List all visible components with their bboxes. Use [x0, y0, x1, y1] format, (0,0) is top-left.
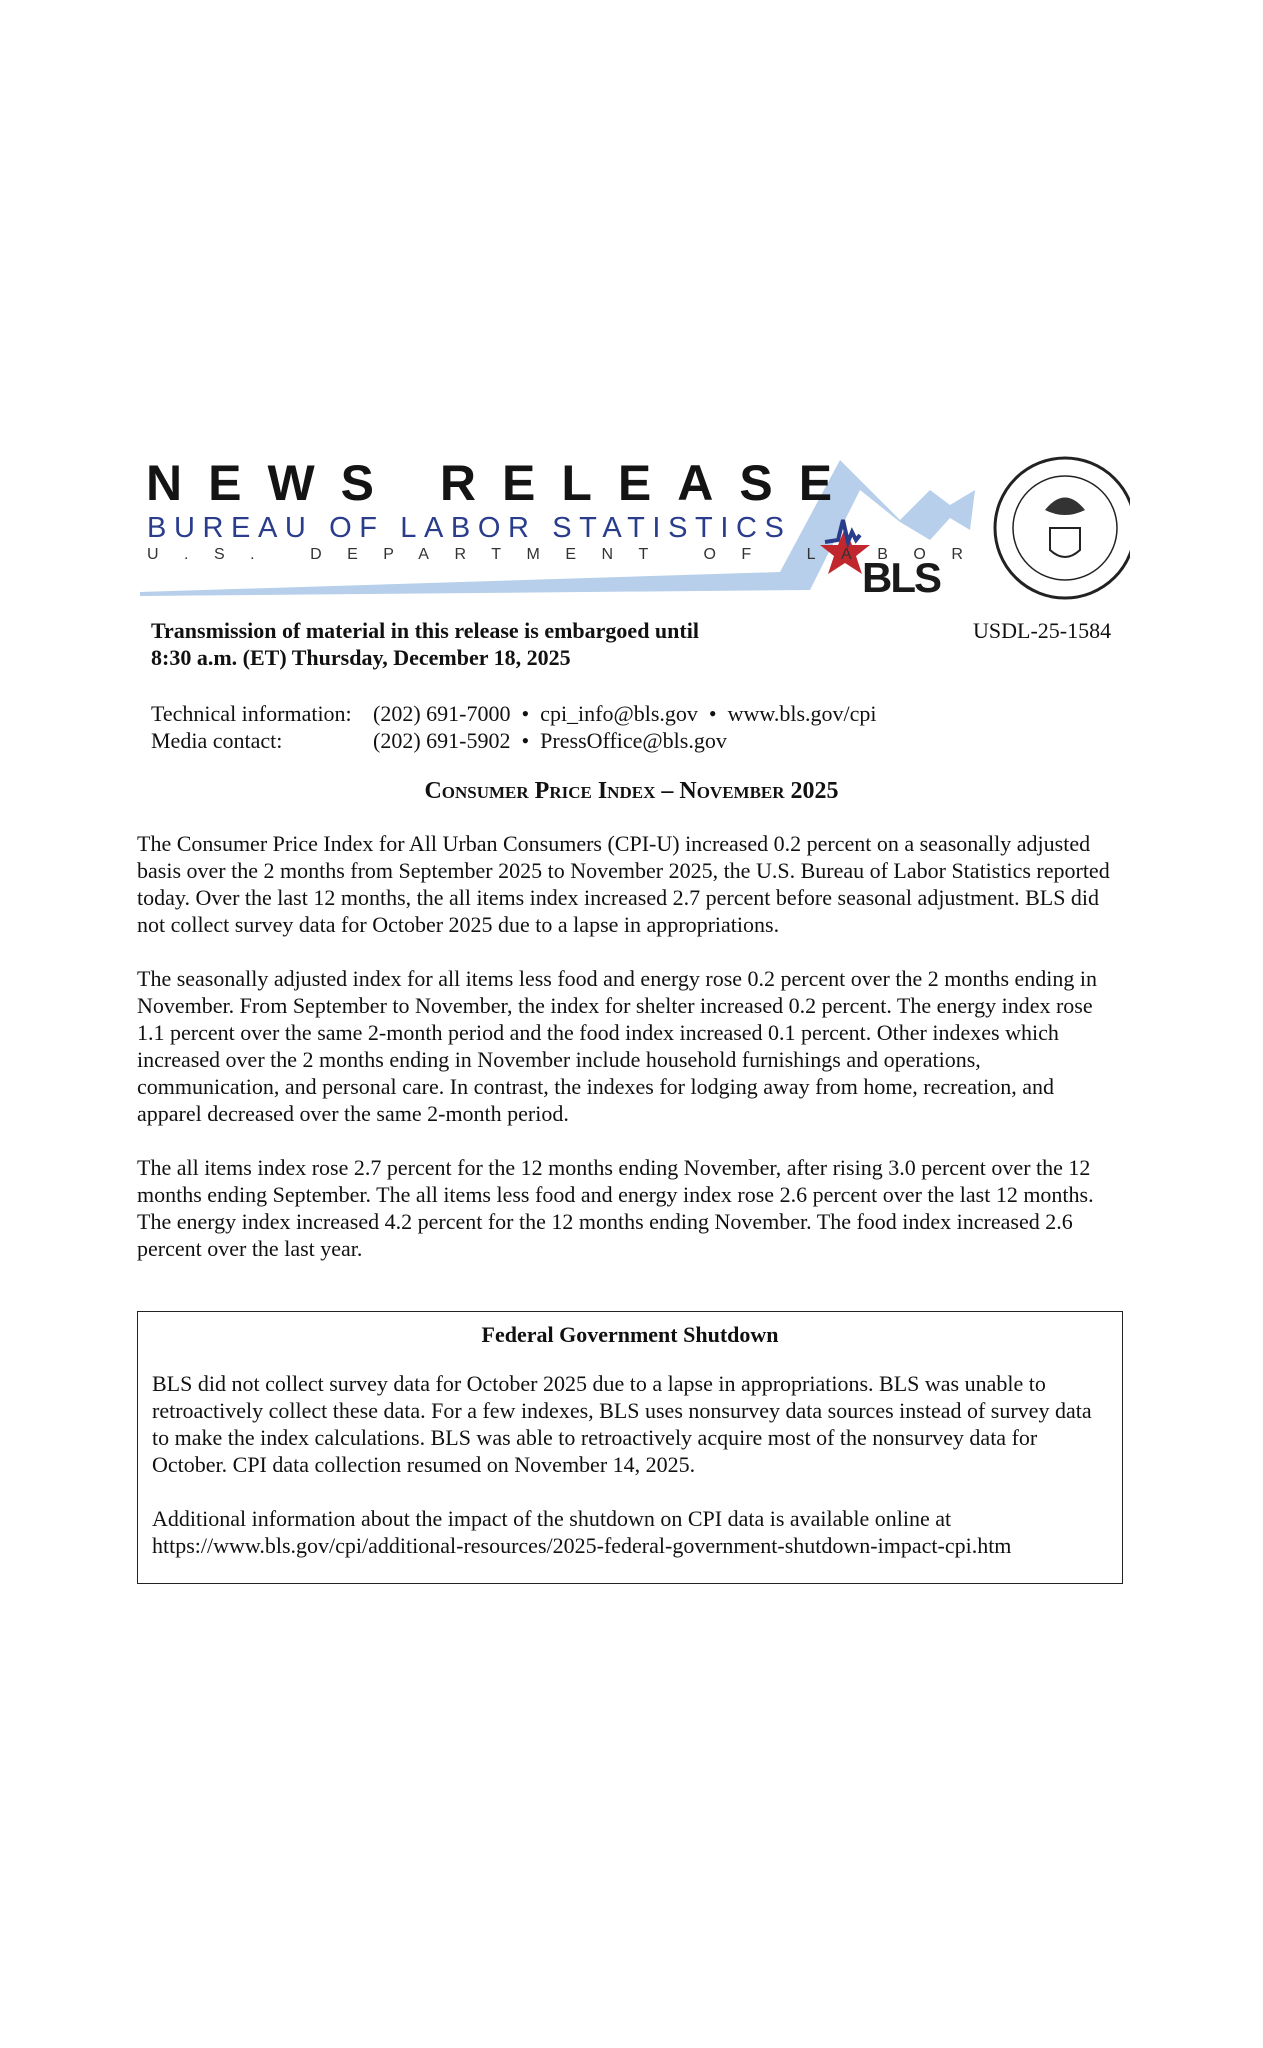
technical-label: Technical information: [151, 701, 352, 726]
svg-text:BLS: BLS [862, 554, 940, 600]
paragraph-2: The seasonally adjusted index for all items less food and energy rose 0.2 percent over the 2 months ending in November. From September to November, the index for shelter increased 0.2 percent. The energy index rose 1.1 percent over the same 2-month period and the food index increased 0.1 percent. Other indexes which increased over the 2 months ending in November include household furnishings and operations, communication, and personal care. In contrast, the indexes for lodging away from home, recreation, and apparel decreased over the same 2-month period. [137, 966, 1098, 1126]
box-paragraph-2: Additional information about the impact of the shutdown on CPI data is available online at https://www.bls.gov/cpi/additional-resources/2025-federal-government-shutdown-impact-cpi.htm [152, 1506, 1012, 1558]
paragraph-1: The Consumer Price Index for All Urban Consumers (CPI-U) increased 0.2 percent on a seasonally adjusted basis over the 2 months from September 2025 to November 2025, the U.S. Bureau of Labor Statistics reported today. Over the last 12 months, the all items index increased 2.7 percent before seasonal adjustment. BLS did not collect survey data for October 2025 due to a lapse in appropriations. [137, 831, 1110, 937]
media-value[interactable]: (202) 691-5902 • PressOffice@bls.gov [373, 728, 727, 753]
department-name: U.S. DEPARTMENT OF LABOR [147, 546, 989, 563]
embargo-line-2: 8:30 a.m. (ET) Thursday, December 18, 2025 [151, 645, 571, 670]
embargo-line-1: Transmission of material in this release is embargoed until [151, 618, 699, 643]
media-contact [151, 727, 727, 754]
technical-contact [151, 700, 877, 727]
shutdown-notice-box [137, 1311, 1123, 1584]
news-release-heading: NEWS RELEASE [146, 455, 859, 511]
box-title: Federal Government Shutdown [481, 1322, 779, 1347]
release-number: USDL-25-1584 [973, 618, 1112, 643]
department-of-labor-seal [995, 458, 1130, 598]
technical-value[interactable]: (202) 691-7000 • cpi_info@bls.gov • www.bls.gov/cpi [373, 701, 877, 726]
media-label: Media contact: [151, 728, 283, 753]
box-paragraph-1: BLS did not collect survey data for October 2025 due to a lapse in appropriations. BLS was unable to retroactively collect these data. For a few indexes, BLS uses nonsurvey data sources instead of survey data to make the index calculations. BLS was able to retroactively acquire most of the nonsurvey data for October. CPI data collection resumed on November 14, 2025. [152, 1371, 1092, 1477]
agency-name: BUREAU OF LABOR STATISTICS [147, 512, 792, 544]
paragraph-3: The all items index rose 2.7 percent for the 12 months ending November, after rising 3.0 percent over the 12 months ending September. The all items less food and energy index rose 2.6 percent over the last 12 months. The energy index increased 4.2 percent for the 12 months ending November. The food index increased 2.6 percent over the last year. [137, 1155, 1094, 1261]
page-title: Consumer Price Index – November 2025 [424, 778, 839, 804]
